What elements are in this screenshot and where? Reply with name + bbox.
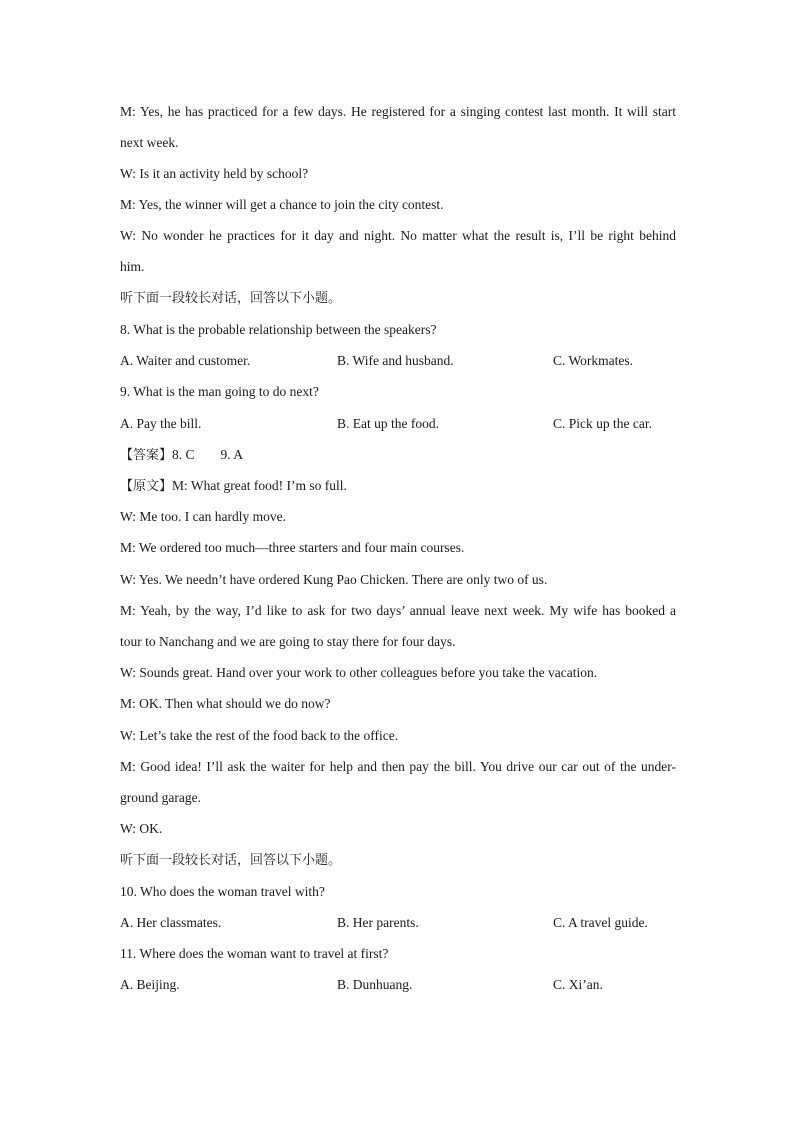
dialogue-line: M: Yes, he has practiced for a few days. He registered for a singing contest last month. It will start <box>120 104 676 119</box>
transcript-line: M: Yeah, by the way, I’d like to ask for two days’ annual leave next week. My wife has booked a <box>120 603 676 618</box>
q10-option-b: B. Her parents. <box>337 915 419 930</box>
q11-option-b: B. Dunhuang. <box>337 977 413 992</box>
transcript-line: W: Yes. We needn’t have ordered Kung Pao Chicken. There are only two of us. <box>120 572 548 587</box>
transcript-line: M: We ordered too much—three starters and four main courses. <box>120 540 465 555</box>
dialogue-line: next week. <box>120 135 179 150</box>
dialogue-line: W: Is it an activity held by school? <box>120 166 309 181</box>
section-instruction: 听下面一段较长对话，回答以下小题。 <box>120 853 342 868</box>
question-10: 10. Who does the woman travel with? <box>120 884 325 899</box>
section-instruction: 听下面一段较长对话，回答以下小题。 <box>120 291 342 306</box>
q9-option-a: A. Pay the bill. <box>120 416 202 431</box>
q10-option-a: A. Her classmates. <box>120 915 222 930</box>
answer-label: 【答案】 <box>120 448 173 463</box>
transcript-line: tour to Nanchang and we are going to stay there for four days. <box>120 634 456 649</box>
transcript-line: W: Let’s take the rest of the food back to the office. <box>120 728 399 743</box>
answer-9: 9. A <box>220 447 244 462</box>
transcript-line <box>120 476 676 497</box>
transcript-line: W: Me too. I can hardly move. <box>120 509 286 524</box>
transcript-line: M: Good idea! I’ll ask the waiter for help and then pay the bill. You drive our car out of the under- <box>120 759 676 774</box>
q10-option-c: C. A travel guide. <box>553 915 648 930</box>
dialogue-line: him. <box>120 259 145 274</box>
dialogue-line: W: No wonder he practices for it day and night. No matter what the result is, I’ll be right behind <box>120 228 676 243</box>
dialogue-line: M: Yes, the winner will get a chance to join the city contest. <box>120 197 444 212</box>
q9-option-b: B. Eat up the food. <box>337 416 439 431</box>
q8-option-a: A. Waiter and customer. <box>120 353 251 368</box>
answer-8: 8. C <box>172 447 195 462</box>
question-8: 8. What is the probable relationship between the speakers? <box>120 322 437 337</box>
transcript-text: M: What great food! I’m so full. <box>172 478 347 493</box>
transcript-line: W: OK. <box>120 821 163 836</box>
transcript-label: 【原文】 <box>120 479 173 494</box>
transcript-line: M: OK. Then what should we do now? <box>120 696 331 711</box>
answer-line <box>120 445 676 466</box>
q11-option-c: C. Xi’an. <box>553 977 603 992</box>
q11-option-a: A. Beijing. <box>120 977 180 992</box>
question-9: 9. What is the man going to do next? <box>120 384 319 399</box>
transcript-line: W: Sounds great. Hand over your work to other colleagues before you take the vacation. <box>120 665 598 680</box>
transcript-line: ground garage. <box>120 790 201 805</box>
q8-option-c: C. Workmates. <box>553 353 634 368</box>
question-11: 11. Where does the woman want to travel at first? <box>120 946 389 961</box>
q8-option-b: B. Wife and husband. <box>337 353 454 368</box>
q9-option-c: C. Pick up the car. <box>553 416 652 431</box>
